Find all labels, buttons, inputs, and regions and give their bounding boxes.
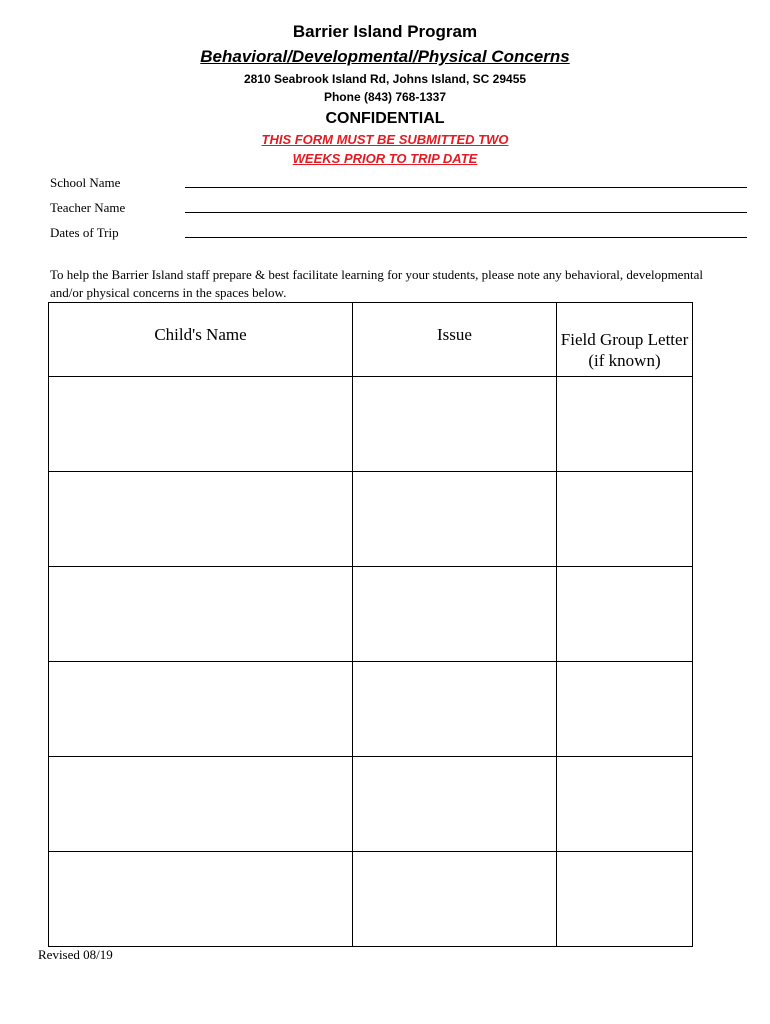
issue-cell[interactable] <box>353 377 557 472</box>
submission-notice-line1-text: THIS FORM MUST BE SUBMITTED TWO <box>261 132 509 147</box>
child-name-cell[interactable] <box>49 567 353 662</box>
teacher-name-field[interactable] <box>185 212 747 213</box>
form-subtitle <box>0 47 770 67</box>
issue-cell[interactable] <box>353 567 557 662</box>
submission-notice-line2 <box>0 151 770 166</box>
teacher-name-label: Teacher Name <box>50 200 126 215</box>
field-group-cell[interactable] <box>557 757 693 852</box>
school-name-field[interactable] <box>185 187 747 188</box>
issue-cell[interactable] <box>353 852 557 947</box>
concerns-table <box>48 302 693 947</box>
submission-notice-line2-text: WEEKS PRIOR TO TRIP DATE <box>292 151 478 166</box>
child-name-header: Child's Name <box>49 303 353 377</box>
issue-cell[interactable] <box>353 472 557 567</box>
field-group-cell[interactable] <box>557 472 693 567</box>
dates-of-trip-label: Dates of Trip <box>50 225 119 240</box>
confidential-heading: CONFIDENTIAL <box>325 110 445 127</box>
form-subtitle-text: Behavioral/Developmental/Physical Concerns <box>200 47 570 66</box>
field-group-cell[interactable] <box>557 662 693 757</box>
table-header-row <box>49 303 693 377</box>
child-name-cell[interactable] <box>49 662 353 757</box>
issue-cell[interactable] <box>353 757 557 852</box>
table-row <box>49 852 693 947</box>
school-name-label: School Name <box>50 175 121 190</box>
revision-date: Revised 08/19 <box>38 947 113 962</box>
field-group-header-line2: (if known) <box>588 351 661 370</box>
field-group-cell[interactable] <box>557 377 693 472</box>
address: 2810 Seabrook Island Rd, Johns Island, SC 29455 <box>243 72 527 86</box>
table-row <box>49 472 693 567</box>
child-name-cell[interactable] <box>49 472 353 567</box>
field-group-cell[interactable] <box>557 567 693 662</box>
child-name-cell[interactable] <box>49 377 353 472</box>
issue-cell[interactable] <box>353 662 557 757</box>
table-row <box>49 567 693 662</box>
field-group-cell[interactable] <box>557 852 693 947</box>
table-row <box>49 662 693 757</box>
child-name-cell[interactable] <box>49 757 353 852</box>
program-title: Barrier Island Program <box>292 22 478 41</box>
submission-notice-line1 <box>0 132 770 147</box>
issue-header: Issue <box>353 303 557 377</box>
child-name-cell[interactable] <box>49 852 353 947</box>
phone-number: Phone (843) 768-1337 <box>323 90 447 104</box>
dates-of-trip-field[interactable] <box>185 237 747 238</box>
field-group-header-line1: Field Group Letter <box>560 330 689 349</box>
instructions-text: To help the Barrier Island staff prepare & best facilitate learning for your students, please note any behavioral, developmental and/or physical concerns in the spaces below. <box>50 267 703 300</box>
table-row <box>49 377 693 472</box>
field-group-header <box>557 303 693 377</box>
table-row <box>49 757 693 852</box>
